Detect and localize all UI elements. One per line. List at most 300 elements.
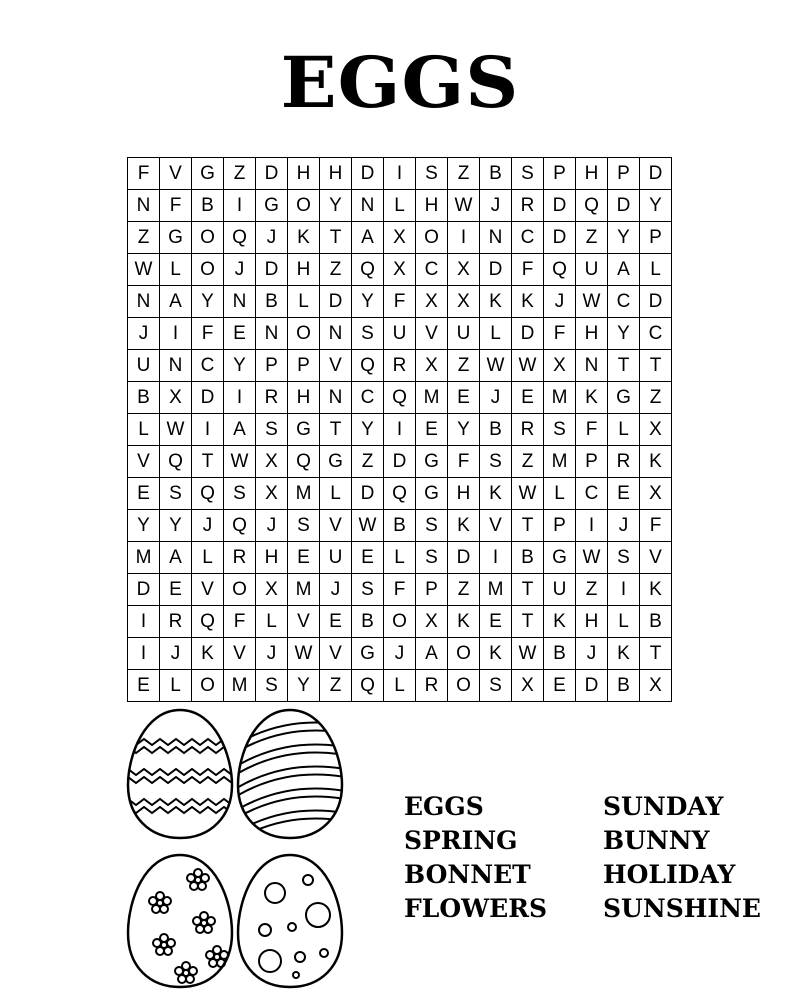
grid-cell: D bbox=[256, 254, 288, 286]
grid-cell: W bbox=[128, 254, 160, 286]
grid-cell: K bbox=[640, 446, 672, 478]
grid-cell: W bbox=[160, 414, 192, 446]
grid-cell: M bbox=[544, 382, 576, 414]
grid-cell: J bbox=[256, 638, 288, 670]
grid-cell: G bbox=[544, 542, 576, 574]
grid-cell: T bbox=[192, 446, 224, 478]
grid-cell: U bbox=[384, 318, 416, 350]
grid-cell: D bbox=[480, 254, 512, 286]
grid-cell: H bbox=[288, 382, 320, 414]
easter-eggs-illustration bbox=[120, 705, 360, 995]
grid-cell: P bbox=[640, 222, 672, 254]
grid-cell: X bbox=[256, 446, 288, 478]
zigzag-egg-icon bbox=[120, 710, 240, 838]
grid-cell: I bbox=[192, 414, 224, 446]
grid-cell: B bbox=[480, 414, 512, 446]
grid-cell: F bbox=[128, 158, 160, 190]
grid-cell: L bbox=[608, 606, 640, 638]
grid-cell: Q bbox=[384, 382, 416, 414]
grid-cell: T bbox=[512, 606, 544, 638]
grid-cell: G bbox=[320, 446, 352, 478]
grid-cell: H bbox=[416, 190, 448, 222]
grid-cell: L bbox=[384, 542, 416, 574]
grid-cell: D bbox=[192, 382, 224, 414]
grid-cell: H bbox=[320, 158, 352, 190]
grid-cell: O bbox=[448, 638, 480, 670]
grid-cell: Z bbox=[576, 574, 608, 606]
grid-cell: Q bbox=[192, 478, 224, 510]
grid-cell: K bbox=[192, 638, 224, 670]
grid-cell: L bbox=[256, 606, 288, 638]
grid-cell: I bbox=[480, 542, 512, 574]
grid-cell: E bbox=[352, 542, 384, 574]
page-title: EGGS bbox=[280, 41, 520, 124]
grid-cell: J bbox=[576, 638, 608, 670]
grid-cell: L bbox=[544, 478, 576, 510]
grid-cell: W bbox=[480, 350, 512, 382]
grid-cell: Z bbox=[224, 158, 256, 190]
grid-cell: U bbox=[576, 254, 608, 286]
grid-cell: L bbox=[384, 190, 416, 222]
grid-cell: Y bbox=[448, 414, 480, 446]
grid-cell: Z bbox=[320, 254, 352, 286]
grid-cell: G bbox=[160, 222, 192, 254]
grid-cell: W bbox=[512, 350, 544, 382]
grid-cell: E bbox=[320, 606, 352, 638]
grid-cell: F bbox=[448, 446, 480, 478]
grid-cell: I bbox=[128, 638, 160, 670]
grid-cell: J bbox=[224, 254, 256, 286]
grid-cell: G bbox=[288, 414, 320, 446]
word-list-left bbox=[404, 790, 547, 926]
grid-cell: Q bbox=[352, 350, 384, 382]
grid-cell: X bbox=[416, 606, 448, 638]
grid-cell: J bbox=[608, 510, 640, 542]
grid-cell: Q bbox=[192, 606, 224, 638]
grid-cell: Y bbox=[192, 286, 224, 318]
grid-cell: E bbox=[160, 574, 192, 606]
grid-cell: S bbox=[416, 510, 448, 542]
grid-cell: B bbox=[608, 670, 640, 702]
grid-cell: C bbox=[416, 254, 448, 286]
grid-cell: Q bbox=[224, 222, 256, 254]
search-word: BONNET bbox=[404, 860, 531, 889]
grid-cell: Y bbox=[352, 414, 384, 446]
grid-cell: O bbox=[288, 318, 320, 350]
grid-cell: X bbox=[384, 254, 416, 286]
grid-cell: N bbox=[160, 350, 192, 382]
grid-cell: L bbox=[288, 286, 320, 318]
grid-cell: I bbox=[224, 382, 256, 414]
grid-cell: Z bbox=[448, 574, 480, 606]
grid-cell: T bbox=[512, 574, 544, 606]
grid-cell: B bbox=[128, 382, 160, 414]
grid-cell: M bbox=[288, 478, 320, 510]
grid-cell: O bbox=[288, 190, 320, 222]
grid-cell: R bbox=[608, 446, 640, 478]
grid-cell: S bbox=[416, 158, 448, 190]
grid-cell: I bbox=[608, 574, 640, 606]
grid-cell: K bbox=[480, 478, 512, 510]
grid-cell: Q bbox=[160, 446, 192, 478]
grid-cell: N bbox=[256, 318, 288, 350]
grid-cell: R bbox=[416, 670, 448, 702]
grid-cell: X bbox=[256, 478, 288, 510]
striped-egg-icon bbox=[235, 710, 345, 841]
search-word: HOLIDAY bbox=[603, 860, 736, 889]
grid-cell: B bbox=[256, 286, 288, 318]
grid-cell: C bbox=[640, 318, 672, 350]
grid-cell: F bbox=[384, 286, 416, 318]
grid-cell: P bbox=[416, 574, 448, 606]
grid-cell: K bbox=[480, 286, 512, 318]
grid-cell: M bbox=[224, 670, 256, 702]
grid-cell: W bbox=[576, 542, 608, 574]
grid-cell: X bbox=[416, 286, 448, 318]
grid-cell: B bbox=[352, 606, 384, 638]
grid-cell: E bbox=[512, 382, 544, 414]
grid-cell: L bbox=[192, 542, 224, 574]
grid-cell: H bbox=[288, 254, 320, 286]
grid-cell: X bbox=[640, 414, 672, 446]
grid-cell: S bbox=[352, 574, 384, 606]
grid-cell: D bbox=[352, 478, 384, 510]
grid-cell: S bbox=[352, 318, 384, 350]
grid-cell: H bbox=[288, 158, 320, 190]
grid-cell: K bbox=[448, 510, 480, 542]
grid-cell: I bbox=[384, 414, 416, 446]
grid-cell: Y bbox=[352, 286, 384, 318]
grid-cell: C bbox=[512, 222, 544, 254]
grid-cell: K bbox=[544, 606, 576, 638]
grid-cell: Y bbox=[224, 350, 256, 382]
grid-cell: P bbox=[576, 446, 608, 478]
grid-cell: Y bbox=[640, 190, 672, 222]
grid-cell: Y bbox=[608, 318, 640, 350]
grid-cell: I bbox=[128, 606, 160, 638]
grid-cell: P bbox=[256, 350, 288, 382]
grid-cell: Y bbox=[160, 510, 192, 542]
grid-cell: A bbox=[352, 222, 384, 254]
grid-cell: J bbox=[256, 222, 288, 254]
grid-cell: J bbox=[320, 574, 352, 606]
grid-cell: N bbox=[352, 190, 384, 222]
grid-cell: F bbox=[224, 606, 256, 638]
grid-cell: J bbox=[544, 286, 576, 318]
grid-cell: T bbox=[320, 222, 352, 254]
grid-cell: V bbox=[128, 446, 160, 478]
grid-cell: N bbox=[128, 286, 160, 318]
grid-cell: Q bbox=[352, 254, 384, 286]
grid-cell: E bbox=[448, 382, 480, 414]
grid-cell: R bbox=[512, 414, 544, 446]
grid-cell: K bbox=[608, 638, 640, 670]
grid-cell: E bbox=[544, 670, 576, 702]
grid-cell: G bbox=[608, 382, 640, 414]
search-word: BUNNY bbox=[603, 826, 710, 855]
grid-cell: F bbox=[512, 254, 544, 286]
grid-cell: K bbox=[640, 574, 672, 606]
grid-cell: X bbox=[640, 478, 672, 510]
search-word: SUNDAY bbox=[603, 792, 724, 821]
grid-cell: O bbox=[224, 574, 256, 606]
grid-cell: L bbox=[160, 670, 192, 702]
grid-cell: D bbox=[256, 158, 288, 190]
grid-cell: A bbox=[224, 414, 256, 446]
word-list-right bbox=[603, 790, 761, 926]
grid-cell: X bbox=[416, 350, 448, 382]
grid-cell: V bbox=[480, 510, 512, 542]
grid-cell: I bbox=[224, 190, 256, 222]
grid-cell: S bbox=[160, 478, 192, 510]
grid-cell: H bbox=[576, 158, 608, 190]
grid-cell: Z bbox=[128, 222, 160, 254]
grid-cell: H bbox=[256, 542, 288, 574]
grid-cell: K bbox=[288, 222, 320, 254]
grid-cell: H bbox=[448, 478, 480, 510]
grid-cell: E bbox=[128, 670, 160, 702]
grid-cell: R bbox=[160, 606, 192, 638]
grid-cell: F bbox=[384, 574, 416, 606]
grid-cell: J bbox=[128, 318, 160, 350]
grid-cell: D bbox=[352, 158, 384, 190]
grid-cell: N bbox=[320, 382, 352, 414]
grid-cell: C bbox=[608, 286, 640, 318]
grid-cell: B bbox=[640, 606, 672, 638]
grid-cell: V bbox=[288, 606, 320, 638]
polka-dot-egg-icon bbox=[238, 855, 342, 987]
grid-cell: X bbox=[384, 222, 416, 254]
grid-cell: H bbox=[576, 318, 608, 350]
grid-cell: W bbox=[448, 190, 480, 222]
grid-cell: E bbox=[416, 414, 448, 446]
grid-cell: P bbox=[544, 510, 576, 542]
grid-cell: U bbox=[128, 350, 160, 382]
grid-cell: R bbox=[256, 382, 288, 414]
grid-cell: Q bbox=[576, 190, 608, 222]
grid-cell: D bbox=[640, 158, 672, 190]
grid-cell: R bbox=[224, 542, 256, 574]
grid-cell: L bbox=[320, 478, 352, 510]
grid-cell: S bbox=[480, 446, 512, 478]
grid-cell: L bbox=[640, 254, 672, 286]
grid-cell: I bbox=[384, 158, 416, 190]
grid-cell: J bbox=[480, 190, 512, 222]
grid-cell: Z bbox=[512, 446, 544, 478]
grid-cell: U bbox=[448, 318, 480, 350]
grid-cell: Q bbox=[544, 254, 576, 286]
grid-cell: B bbox=[384, 510, 416, 542]
grid-cell: C bbox=[576, 478, 608, 510]
grid-cell: S bbox=[256, 670, 288, 702]
grid-cell: M bbox=[480, 574, 512, 606]
search-word: SPRING bbox=[404, 826, 518, 855]
grid-cell: D bbox=[128, 574, 160, 606]
grid-cell: W bbox=[352, 510, 384, 542]
grid-cell: M bbox=[416, 382, 448, 414]
grid-cell: V bbox=[640, 542, 672, 574]
grid-cell: C bbox=[352, 382, 384, 414]
grid-cell: S bbox=[256, 414, 288, 446]
grid-cell: L bbox=[160, 254, 192, 286]
grid-cell: W bbox=[512, 638, 544, 670]
grid-cell: D bbox=[384, 446, 416, 478]
grid-cell: D bbox=[544, 222, 576, 254]
grid-cell: E bbox=[480, 606, 512, 638]
grid-cell: B bbox=[480, 158, 512, 190]
grid-cell: Z bbox=[352, 446, 384, 478]
grid-cell: O bbox=[192, 670, 224, 702]
grid-cell: N bbox=[480, 222, 512, 254]
grid-cell: A bbox=[160, 286, 192, 318]
grid-cell: L bbox=[128, 414, 160, 446]
grid-cell: D bbox=[640, 286, 672, 318]
grid-cell: P bbox=[608, 158, 640, 190]
grid-cell: X bbox=[512, 670, 544, 702]
grid-cell: T bbox=[320, 414, 352, 446]
grid-cell: Z bbox=[448, 158, 480, 190]
grid-cell: M bbox=[288, 574, 320, 606]
grid-cell: Q bbox=[224, 510, 256, 542]
word-search-grid bbox=[127, 157, 672, 702]
grid-cell: W bbox=[288, 638, 320, 670]
grid-cell: G bbox=[192, 158, 224, 190]
grid-cell: L bbox=[480, 318, 512, 350]
grid-cell: F bbox=[192, 318, 224, 350]
grid-cell: O bbox=[384, 606, 416, 638]
grid-cell: W bbox=[576, 286, 608, 318]
search-word: FLOWERS bbox=[404, 894, 548, 923]
grid-cell: X bbox=[448, 286, 480, 318]
grid-cell: N bbox=[320, 318, 352, 350]
grid-cell: N bbox=[128, 190, 160, 222]
grid-cell: V bbox=[192, 574, 224, 606]
grid-cell: X bbox=[640, 670, 672, 702]
grid-cell: A bbox=[416, 638, 448, 670]
grid-cell: T bbox=[608, 350, 640, 382]
grid-cell: D bbox=[576, 670, 608, 702]
grid-cell: L bbox=[608, 414, 640, 446]
grid-cell: S bbox=[288, 510, 320, 542]
grid-cell: P bbox=[288, 350, 320, 382]
grid-cell: D bbox=[608, 190, 640, 222]
grid-cell: S bbox=[416, 542, 448, 574]
grid-cell: Y bbox=[320, 190, 352, 222]
grid-cell: F bbox=[640, 510, 672, 542]
grid-cell: B bbox=[192, 190, 224, 222]
grid-cell: S bbox=[544, 414, 576, 446]
grid-cell: T bbox=[640, 638, 672, 670]
grid-cell: R bbox=[384, 350, 416, 382]
grid-cell: V bbox=[320, 350, 352, 382]
grid-cell: K bbox=[576, 382, 608, 414]
grid-cell: B bbox=[512, 542, 544, 574]
grid-cell: I bbox=[576, 510, 608, 542]
grid-cell: K bbox=[448, 606, 480, 638]
grid-cell: F bbox=[160, 190, 192, 222]
grid-cell: S bbox=[480, 670, 512, 702]
grid-cell: J bbox=[480, 382, 512, 414]
grid-cell: E bbox=[128, 478, 160, 510]
grid-cell: E bbox=[224, 318, 256, 350]
grid-cell: S bbox=[224, 478, 256, 510]
search-word: SUNSHINE bbox=[603, 894, 761, 923]
grid-cell: V bbox=[224, 638, 256, 670]
grid-cell: I bbox=[448, 222, 480, 254]
grid-cell: H bbox=[576, 606, 608, 638]
grid-cell: T bbox=[512, 510, 544, 542]
grid-cell: A bbox=[608, 254, 640, 286]
grid-cell: M bbox=[128, 542, 160, 574]
grid-cell: V bbox=[160, 158, 192, 190]
grid-cell: G bbox=[256, 190, 288, 222]
grid-cell: J bbox=[160, 638, 192, 670]
grid-cell: Z bbox=[448, 350, 480, 382]
grid-cell: L bbox=[384, 670, 416, 702]
grid-cell: X bbox=[448, 254, 480, 286]
grid-cell: Q bbox=[352, 670, 384, 702]
grid-cell: T bbox=[640, 350, 672, 382]
grid-cell: V bbox=[320, 638, 352, 670]
grid-cell: Z bbox=[576, 222, 608, 254]
grid-cell: W bbox=[224, 446, 256, 478]
flower-egg-icon bbox=[128, 855, 232, 987]
grid-cell: I bbox=[160, 318, 192, 350]
grid-cell: O bbox=[416, 222, 448, 254]
grid-cell: X bbox=[256, 574, 288, 606]
grid-cell: X bbox=[544, 350, 576, 382]
grid-cell: R bbox=[512, 190, 544, 222]
grid-cell: N bbox=[224, 286, 256, 318]
grid-cell: J bbox=[256, 510, 288, 542]
grid-cell: F bbox=[576, 414, 608, 446]
grid-cell: Z bbox=[320, 670, 352, 702]
grid-cell: G bbox=[416, 446, 448, 478]
grid-cell: V bbox=[416, 318, 448, 350]
grid-cell: E bbox=[288, 542, 320, 574]
grid-cell: Q bbox=[384, 478, 416, 510]
grid-cell: M bbox=[544, 446, 576, 478]
grid-cell: O bbox=[448, 670, 480, 702]
grid-cell: X bbox=[160, 382, 192, 414]
grid-cell: U bbox=[320, 542, 352, 574]
grid-cell: U bbox=[544, 574, 576, 606]
grid-cell: D bbox=[512, 318, 544, 350]
grid-cell: O bbox=[192, 254, 224, 286]
grid-cell: D bbox=[544, 190, 576, 222]
grid-cell: A bbox=[160, 542, 192, 574]
search-word: EGGS bbox=[404, 792, 484, 821]
grid-cell: B bbox=[544, 638, 576, 670]
grid-cell: Y bbox=[288, 670, 320, 702]
grid-cell: Z bbox=[640, 382, 672, 414]
grid-cell: P bbox=[544, 158, 576, 190]
grid-cell: Y bbox=[128, 510, 160, 542]
grid-cell: C bbox=[192, 350, 224, 382]
grid-cell: O bbox=[192, 222, 224, 254]
grid-cell: G bbox=[352, 638, 384, 670]
grid-cell: E bbox=[608, 478, 640, 510]
grid-cell: V bbox=[320, 510, 352, 542]
grid-cell: K bbox=[480, 638, 512, 670]
grid-cell: D bbox=[320, 286, 352, 318]
grid-cell: S bbox=[608, 542, 640, 574]
grid-cell: J bbox=[192, 510, 224, 542]
grid-cell: D bbox=[448, 542, 480, 574]
grid-cell: G bbox=[416, 478, 448, 510]
grid-cell: J bbox=[384, 638, 416, 670]
grid-cell: S bbox=[512, 158, 544, 190]
